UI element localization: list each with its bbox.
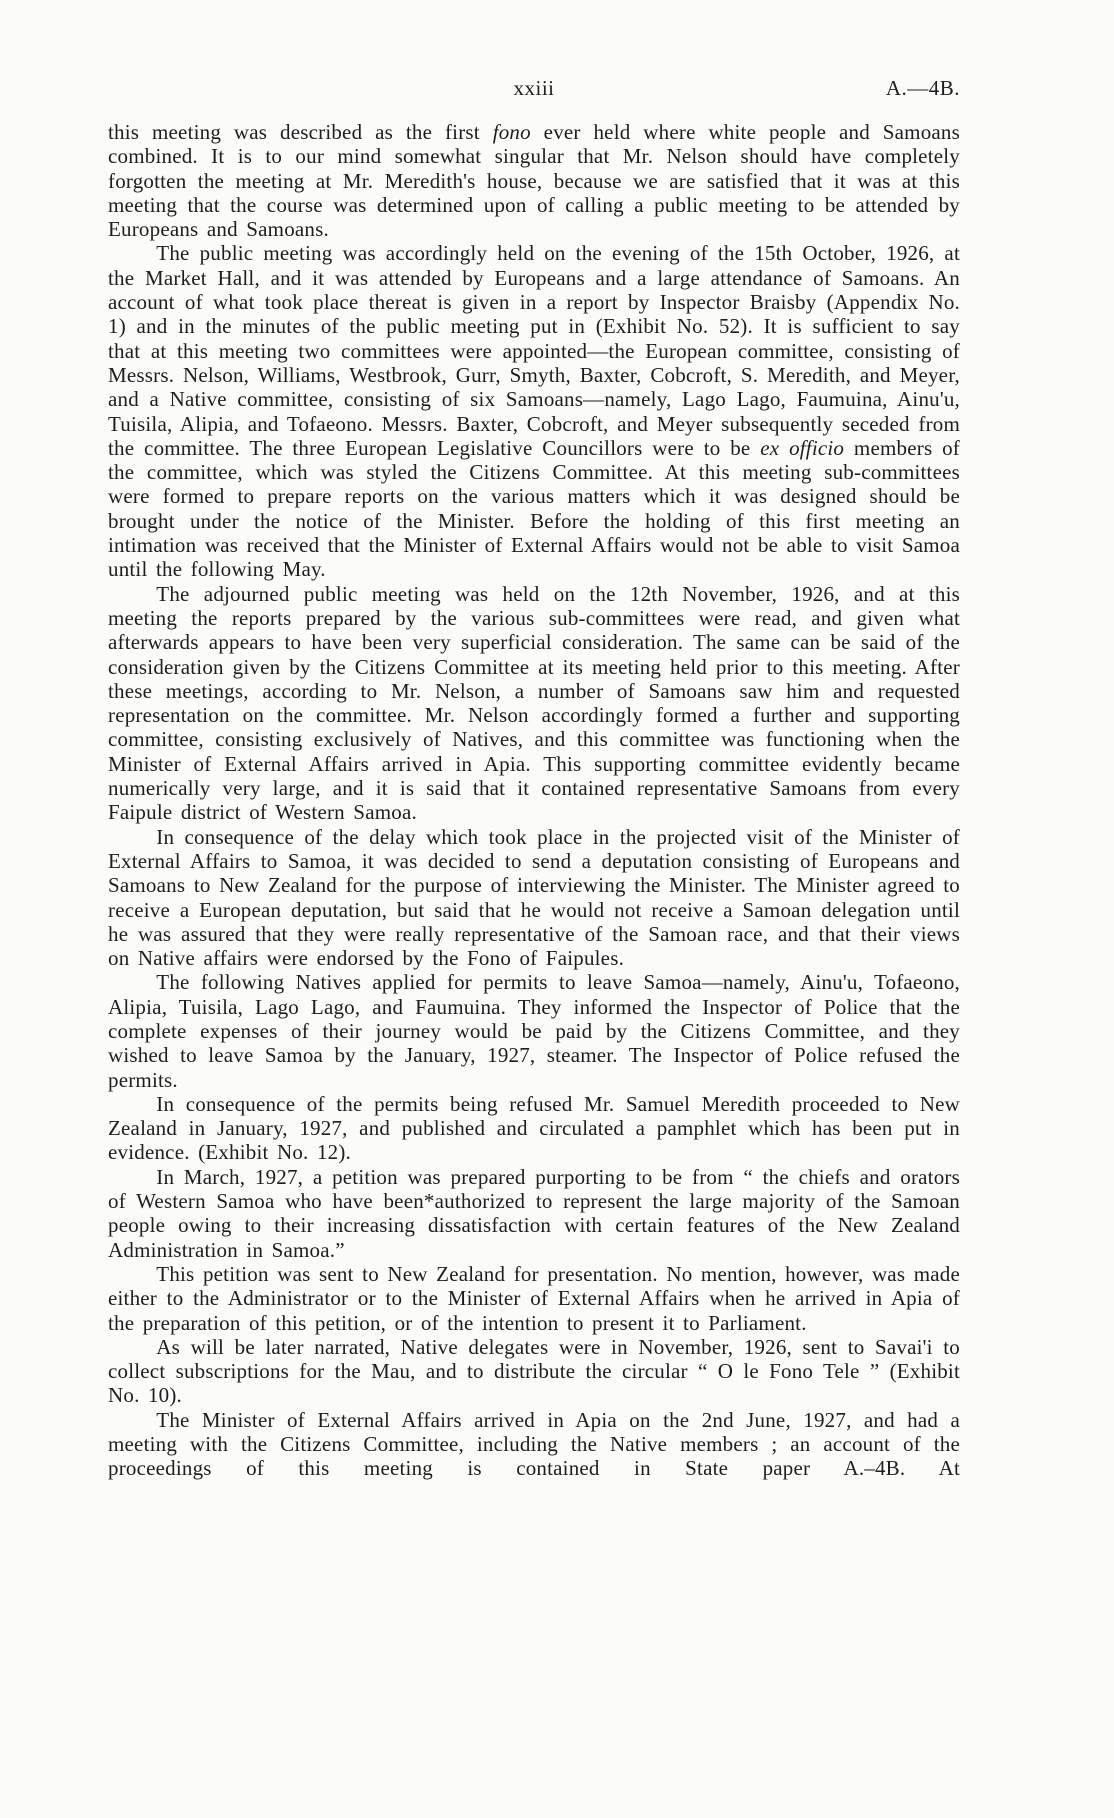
body-text	[108, 120, 960, 1481]
body-paragraph	[108, 120, 960, 241]
body-paragraph: In March, 1927, a petition was prepared purporting to be from “ the chiefs and orators of Western Samoa who have been*authorized to represent the large majority of the Samoan people owing to their increasing dissatisfaction with certain features of the New Zealand Administration in Samoa.”	[108, 1164, 960, 1262]
body-paragraph: In consequence of the permits being refused Mr. Samuel Meredith proceeded to New Zealand in January, 1927, and published and circulated a pamphlet which has been put in evidence. (Exhibit No. 12).	[108, 1091, 960, 1165]
text-run: The public meeting was accordingly held on the evening of the 15th October, 1926, at the Market Hall, and it was attended by Europeans and a large attendance of Samoans. An account of what took place thereat is given in a report by Inspector Braisby (Appendix No. 1) and in the minutes of the public meeting put in (Exhibit No. 52). It is sufficient to say that at this meeting two committees were appointed—the European committee, consisting of Messrs. Nelson, Williams, Westbrook, Gurr, Smyth, Baxter, Cobcroft, S. Meredith, and Meyer, and a Native committee, consisting of six Samoans—namely, Lago Lago, Faumuina, Ainu'u, Tuisila, Alipia, and Tofaeono. Messrs. Baxter, Cobcroft, and Meyer subsequently seceded from the committee. The three European Legislative Councillors were to be	[108, 241, 960, 460]
body-paragraph: The adjourned public meeting was held on the 12th November, 1926, and at this meeting the reports prepared by the various sub-committees were read, and given what afterwards appears to have been very superficial consideration. The same can be said of the consideration given by the Citizens Committee at its meeting held prior to this meeting. After these meetings, according to Mr. Nelson, a number of Samoans saw him and requested representation on the committee. Mr. Nelson accordingly formed a further and supporting committee, consisting exclusively of Natives, and this committee was functioning when the Minister of External Affairs arrived in Apia. This supporting committee evidently became numerically very large, and it is said that it contained representative Samoans from every Faipule district of Western Samoa.	[108, 581, 960, 825]
text-run: this meeting was described as the first	[108, 120, 493, 144]
italic-term: ex officio	[760, 435, 845, 460]
body-paragraph	[108, 241, 960, 581]
text-run: members of the committee, which was styled the Citizens Committee. At this meeting sub-committees were formed to prepare reports on the various matters which it was designed should be brought under the notice of the Minister. Before the holding of this first meeting an intimation was received that the Minister of External Affairs would not be able to visit Samoa until the following May.	[108, 435, 960, 582]
page-header	[108, 76, 960, 104]
body-paragraph: As will be later narrated, Native delegates were in November, 1926, sent to Savai'i to collect subscriptions for the Mau, and to distribute the circular “ O le Fono Tele ” (Exhibit No. 10).	[108, 1334, 960, 1408]
body-paragraph: The following Natives applied for permits to leave Samoa—namely, Ainu'u, Tofaeono, Alipia, Tuisila, Lago Lago, and Faumuina. They informed the Inspector of Police that the complete expenses of their journey would be paid by the Citizens Committee, and they wished to leave Samoa by the January, 1927, steamer. The Inspector of Police refused the permits.	[108, 970, 960, 1092]
body-paragraph: This petition was sent to New Zealand for presentation. No mention, however, was made either to the Administrator or to the Minister of External Affairs when he arrived in Apia of the preparation of this petition, or of the intention to present it to Parliament.	[108, 1261, 960, 1335]
paper-reference: A.—4B.	[885, 76, 960, 100]
italic-term: fono	[492, 120, 531, 144]
body-paragraph: The Minister of External Affairs arrived in Apia on the 2nd June, 1927, and had a meeting with the Citizens Committee, including the Native members ; an account of the proceedings of this meeting is contained in State paper A.–4B. At	[108, 1407, 960, 1481]
body-paragraph: In consequence of the delay which took place in the projected visit of the Minister of External Affairs to Samoa, it was decided to send a deputation consisting of Europeans and Samoans to New Zealand for the purpose of interviewing the Minister. The Minister agreed to receive a European deputation, but said that he would not receive a Samoan delegation until he was assured that they were really representative of the Samoan race, and that their views on Native affairs were endorsed by the Fono of Faipules.	[108, 824, 960, 971]
text-run: ever held where white people and Samoans combined. It is to our mind somewhat singular that Mr. Nelson should have completely forgotten the meeting at Mr. Meredith's house, because we are satisfied that it was at this meeting that the course was determined upon of calling a public meeting to be attended by Europeans and Samoans.	[108, 120, 960, 242]
page-number: xxiii	[513, 76, 555, 100]
